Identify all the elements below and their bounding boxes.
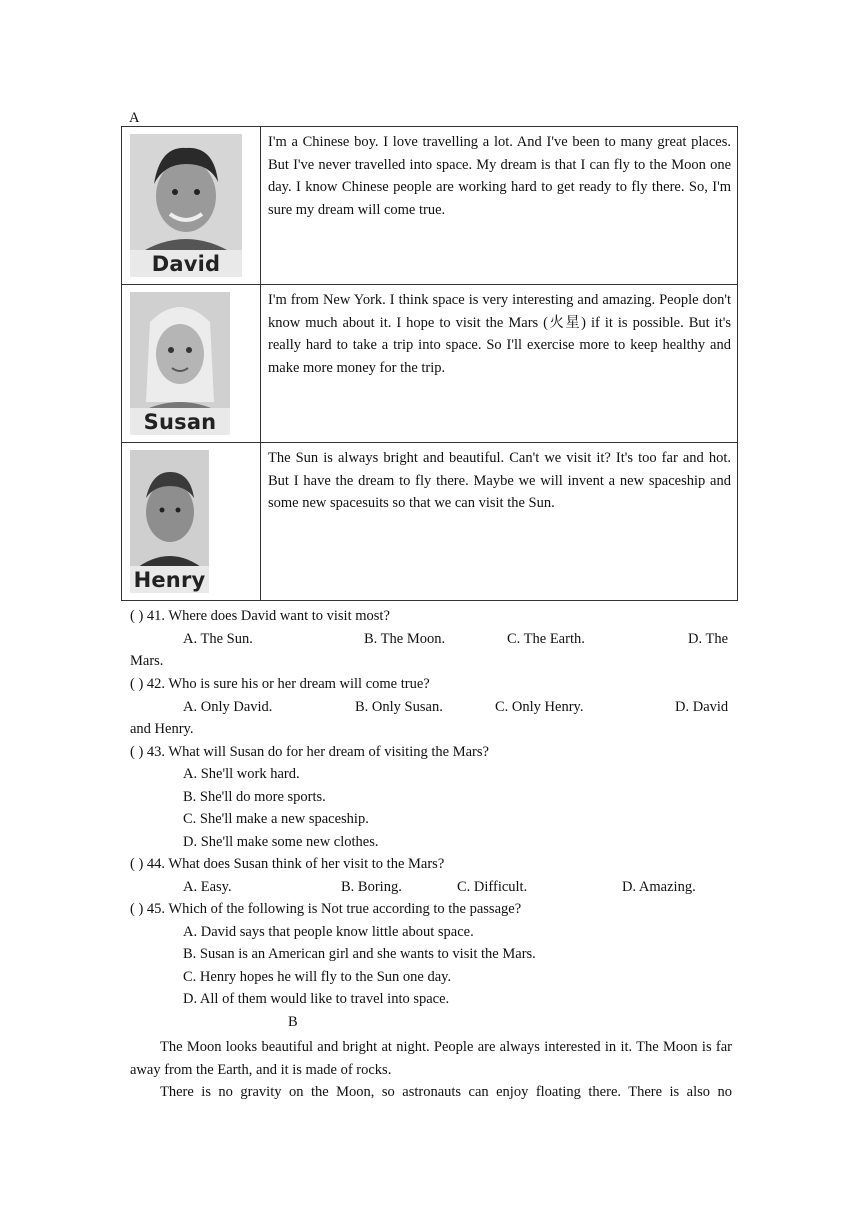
photo-name: David <box>130 250 242 277</box>
q42-option-b: B. Only Susan. <box>355 699 443 715</box>
q41-option-a: A. The Sun. <box>183 631 253 647</box>
q45-option-b: B. Susan is an American girl and she wants to visit the Mars. <box>183 946 536 962</box>
photo-name: Susan <box>130 408 230 435</box>
q41-option-d-continued: Mars. <box>130 653 164 669</box>
q43-option-a: A. She'll work hard. <box>183 766 300 782</box>
section-a-label: A <box>129 110 140 126</box>
q43-option-d: D. She'll make some new clothes. <box>183 834 379 850</box>
table-row <box>122 285 738 443</box>
question-41-stem: ( ) 41. Where does David want to visit most? <box>130 608 390 624</box>
susan-text: I'm from New York. I think space is very interesting and amazing. People don't know much about it. I hope to visit the Mars (火星) if it is possible. But it's really hard to take a trip into space. So I'll exercise more to keep healthy and make more money for the trip. <box>261 285 738 443</box>
q42-option-c: C. Only Henry. <box>495 699 584 715</box>
henry-text: The Sun is always bright and beautiful. Can't we visit it? It's too far and hot. But I have the dream to fly there. Maybe we will invent a new spaceship and some new spacesuits so that we can visit the Sun. <box>261 443 738 601</box>
q44-option-c: C. Difficult. <box>457 879 528 895</box>
photo-david <box>130 134 242 277</box>
q44-option-b: B. Boring. <box>341 879 402 895</box>
passage-b-paragraph-1: The Moon looks beautiful and bright at night. People are always interested in it. The Moon is far away from the Earth, and it is made of rocks. <box>130 1039 732 1078</box>
q43-option-c: C. She'll make a new spaceship. <box>183 811 369 827</box>
question-44-stem: ( ) 44. What does Susan think of her visit to the Mars? <box>130 856 445 872</box>
david-text: I'm a Chinese boy. I love travelling a lot. And I've been to many great places. But I've never travelled into space. My dream is that I can fly to the Moon one day. I know Chinese people are working hard to get ready to fly there. So, I'm sure my dream will come true. <box>261 127 738 285</box>
q45-option-c: C. Henry hopes he will fly to the Sun one day. <box>183 969 452 985</box>
q45-option-d: D. All of them would like to travel into space. <box>183 991 450 1007</box>
q42-option-d-continued: and Henry. <box>130 721 194 737</box>
section-b-label: B <box>288 1014 298 1030</box>
people-table <box>121 126 738 601</box>
q44-option-a: A. Easy. <box>183 879 232 895</box>
question-42-stem: ( ) 42. Who is sure his or her dream will come true? <box>130 676 430 692</box>
q44-option-d: D. Amazing. <box>622 879 696 895</box>
q41-option-d: D. The <box>688 631 729 647</box>
photo-cell <box>122 127 261 285</box>
photo-susan <box>130 292 230 435</box>
photo-name: Henry <box>130 566 209 593</box>
photo-cell <box>122 443 261 601</box>
photo-henry <box>130 450 209 593</box>
table-row <box>122 443 738 601</box>
q42-option-d: D. David <box>675 699 729 715</box>
photo-cell <box>122 285 261 443</box>
q41-option-c: C. The Earth. <box>507 631 585 647</box>
q42-option-a: A. Only David. <box>183 699 273 715</box>
passage-b-paragraph-2: There is no gravity on the Moon, so astronauts can enjoy floating there. There is also no <box>160 1084 732 1100</box>
question-45-stem: ( ) 45. Which of the following is Not true according to the passage? <box>130 901 522 917</box>
question-43-stem: ( ) 43. What will Susan do for her dream of visiting the Mars? <box>130 744 489 760</box>
q43-option-b: B. She'll do more sports. <box>183 789 326 805</box>
q41-option-b: B. The Moon. <box>364 631 446 647</box>
table-row <box>122 127 738 285</box>
q45-option-a: A. David says that people know little about space. <box>183 924 474 940</box>
